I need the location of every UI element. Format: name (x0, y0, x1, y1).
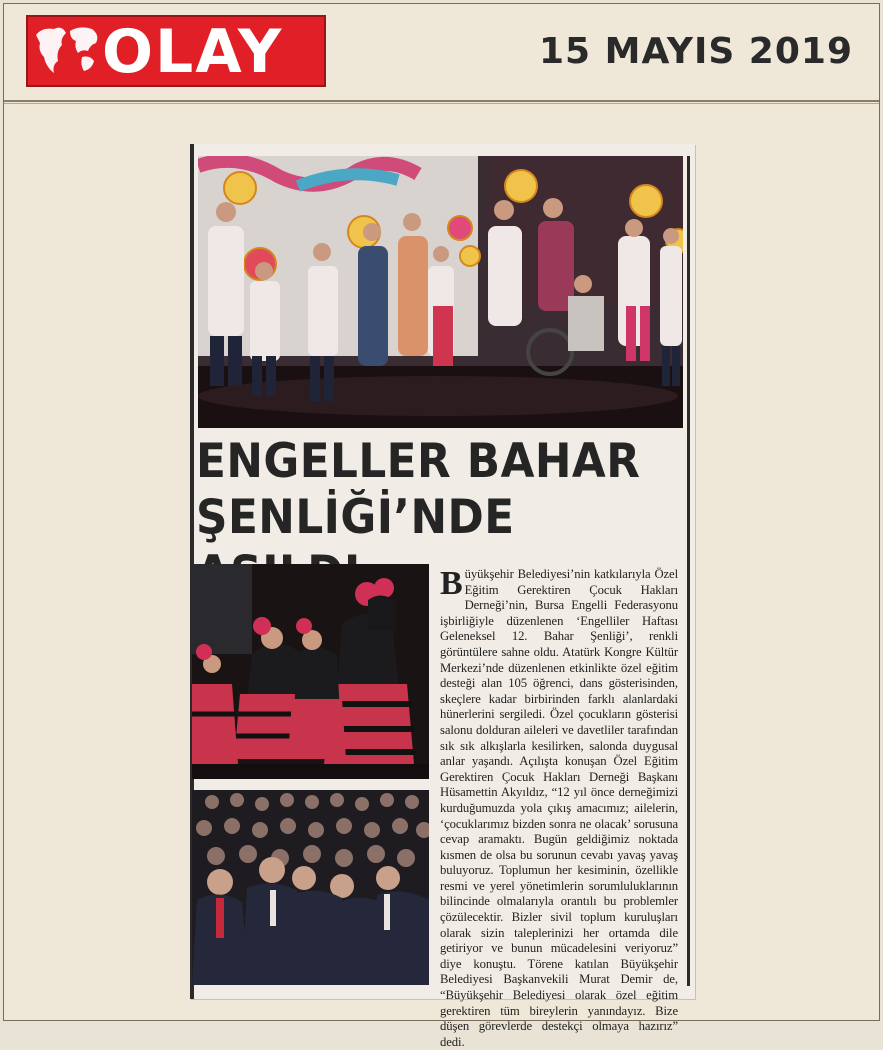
article-clipping (190, 144, 695, 1049)
world-map-icon (32, 21, 104, 81)
article-paragraph (440, 567, 678, 1050)
article-body-text: üyükşehir Belediyesi’nin katkılarıyla Özel Eğitim Gerektiren Çocuk Hakları Derneği’nin, Bursa Engelli Federasyonu işbirliğiyle düzenlenen ‘Engelliler Haftası Geleneksel 12. Bahar Şenliği’, renkli görüntülere sahne oldu. Atatürk Kongre Kültür Merkezi’nde düzenlenen etkinlikte özel eğitim desteği alan 105 öğrenci, dans gösterisinden, skeçlere kadar birbirinden farklı alanlardaki hünerlerini sergiledi. Özel çocukların gösterisi salonu dolduran aileleri ve davetliler tarafından sık sık alkışlarla kesilirken, salonda duygusal anlar yaşandı. Açılışta konuşan Özel Eğitim Gerektiren Çocuk Hakları Derneği Başkanı Hüsamettin Akyıldız, “12 yıl önce derneğimizi kurduğumuzda yola çıkış amacımız; ailelerin, ‘çocuklarımız bizden sonra ne olacak’ sorusuna cevap aramaktı. Bugün geldiğimiz noktada kısmen de olsa bu sorunun cevabı yavaş yavaş buluyoruz. Toplumun her kesiminin, özellikle resmi ve yerel yönetimlerin sorumluluklarının bilincinde olmalarıyla orantılı bu problemler çözülecektir. Bizler sivil toplum kuruluşları olarak sizin taleplerinizi her ortamda dile getiriyor ve bunun mücadelesini veriyoruz” diye konuştu. Törene katılan Büyükşehir Belediyesi Başkanvekili Murat Demir de, “Büyükşehir Belediyesi olarak özel eğitim gerektiren tüm bireylerin yanındayız. Bize düşen görevlerde destekçi olmaya hazırız” dedi. (440, 567, 678, 1049)
header-divider (4, 103, 879, 104)
drop-cap: B (440, 565, 463, 602)
newspaper-page (3, 3, 880, 1049)
audience-photo (192, 790, 429, 985)
publication-logo (26, 15, 326, 87)
dance-performance-photo (192, 564, 429, 779)
column-rule (687, 156, 690, 986)
article-body (440, 567, 678, 1050)
headline-line-2: ŞENLİĞİ’NDE (196, 490, 515, 545)
headline-line-1: ENGELLER BAHAR (196, 434, 641, 489)
logo-wordmark: OLAY (102, 17, 284, 87)
masthead (4, 4, 879, 102)
issue-date: 15 MAYIS 2019 (539, 31, 853, 72)
stage-children-photo (198, 156, 683, 428)
